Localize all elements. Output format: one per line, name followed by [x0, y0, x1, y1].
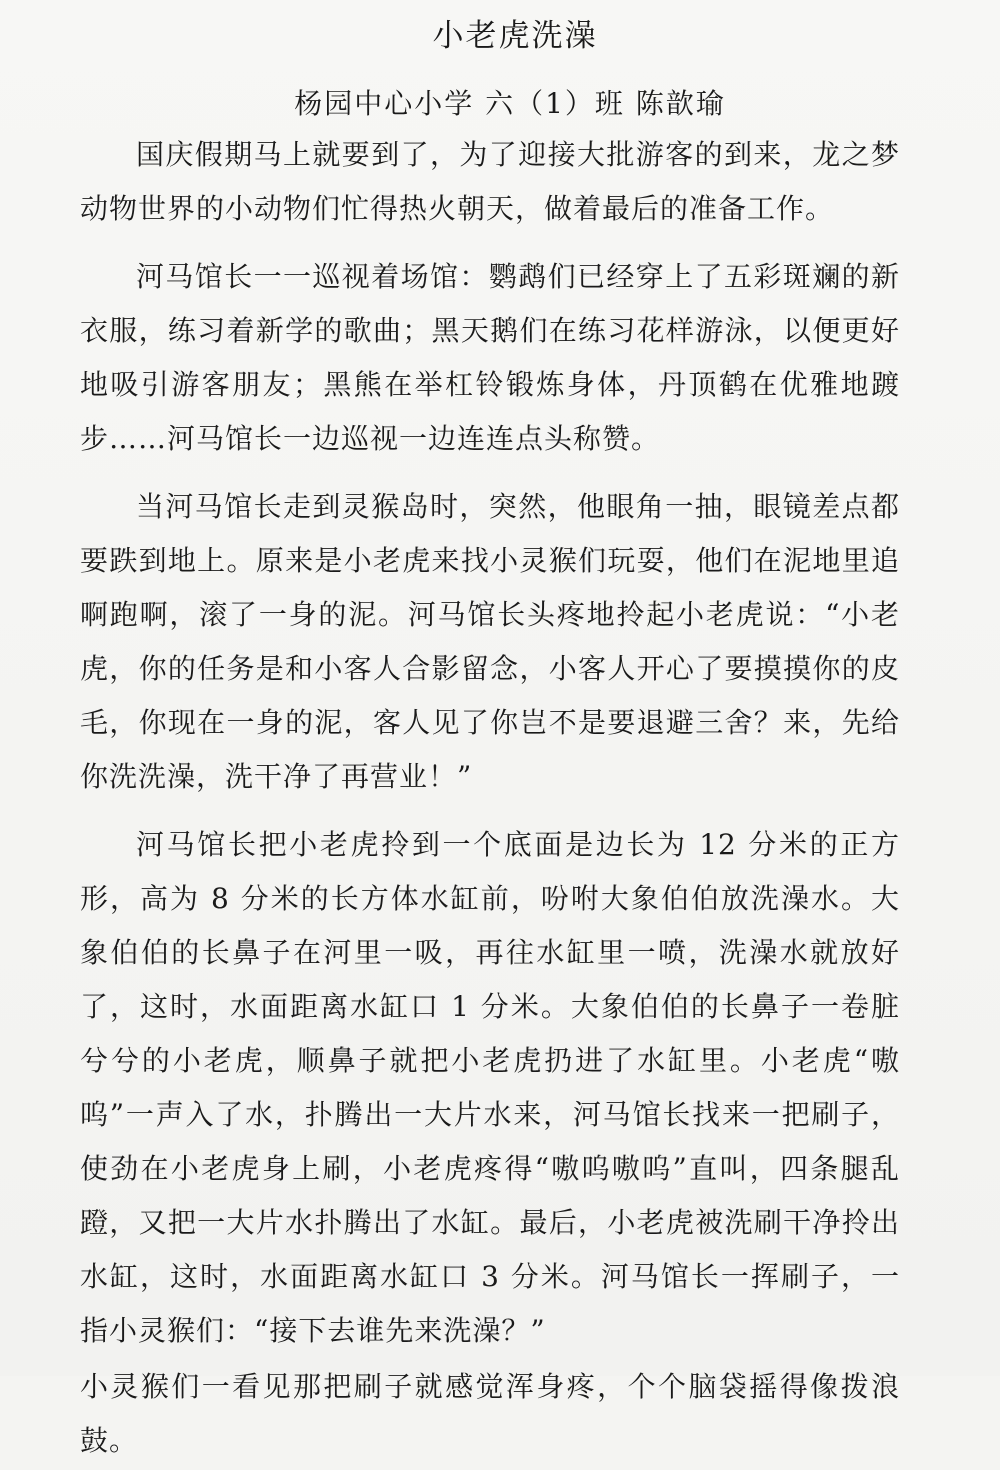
author-byline: 杨园中心小学 六（1）班 陈歆瑜 [294, 87, 726, 120]
document-title: 小老虎洗澡 [432, 18, 598, 54]
paragraph-2: 河马馆长一一巡视着场馆：鹦鹉们已经穿上了五彩斑斓的新衣服，练习着新学的歌曲；黑天鹅们在练习花样游泳，以便更好地吸引游客朋友；黑熊在举杠铃锻炼身体，丹顶鹤在优雅地踱步……河马馆长一边巡视一边连连点头称赞。 [80, 260, 900, 455]
paragraph-4: 河马馆长把小老虎拎到一个底面是边长为 12 分米的正方形，高为 8 分米的长方体水缸前，吩咐大象伯伯放洗澡水。大象伯伯的长鼻子在河里一吸，再往水缸里一喷，洗澡水就放好了，这时，水面距离水缸口 1 分米。大象伯伯的长鼻子一卷脏兮兮的小老虎，顺鼻子就把小老虎扔进了水缸里。小老虎“嗷呜”一声入了水，扑腾出一大片水来，河马馆长找来一把刷子，使劲在小老虎身上刷，小老虎疼得“嗷呜嗷呜”直叫，四条腿乱蹬，又把一大片水扑腾出了水缸。最后，小老虎被洗刷干净拎出水缸，这时，水面距离水缸口 3 分米。河马馆长一挥刷子，一指小灵猴们：“接下去谁先来洗澡？” [80, 828, 900, 1347]
paragraph-1: 国庆假期马上就要到了，为了迎接大批游客的到来，龙之梦动物世界的小动物们忙得热火朝天，做着最后的准备工作。 [80, 138, 900, 225]
paragraph-3: 当河马馆长走到灵猴岛时，突然，他眼角一抽，眼镜差点都要跌到地上。原来是小老虎来找小灵猴们玩耍，他们在泥地里追啊跑啊，滚了一身的泥。河马馆长头疼地拎起小老虎说：“小老虎，你的任务是和小客人合影留念，小客人开心了要摸摸你的皮毛，你现在一身的泥，客人见了你岂不是要退避三舍？来，先给你洗洗澡，洗干净了再营业！” [80, 490, 900, 793]
closing-line: 小灵猴们一看见那把刷子就感觉浑身疼，个个脑袋摇得像拨浪鼓。 [80, 1370, 900, 1457]
document-body [80, 128, 900, 1470]
